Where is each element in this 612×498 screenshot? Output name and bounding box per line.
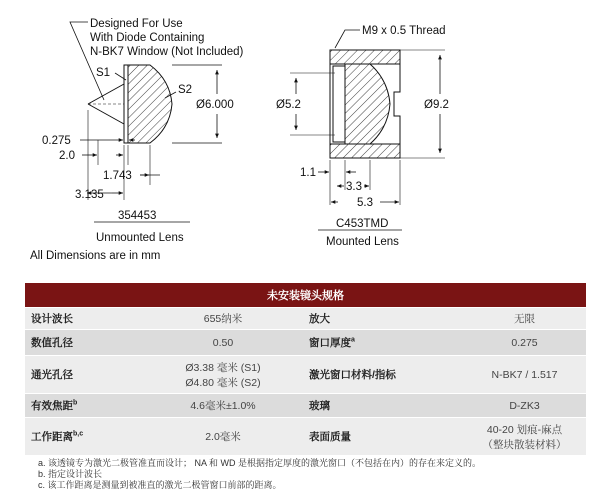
- cell-value: 无限: [463, 308, 586, 330]
- cell-value: D-ZK3: [463, 394, 586, 418]
- table-row: [25, 330, 586, 356]
- dim-2-0: 2.0: [59, 150, 75, 162]
- cell-value: 0.50: [143, 330, 303, 356]
- cell-value: 2.0毫米: [143, 418, 303, 456]
- cell-label: 通光孔径: [25, 356, 143, 394]
- cell-value: Ø3.38 毫米 (S1) Ø4.80 毫米 (S2): [143, 356, 303, 394]
- mounted-caption: Mounted Lens: [326, 236, 399, 248]
- dim-5-3: 5.3: [357, 197, 373, 209]
- cell-label: 放大: [303, 308, 463, 330]
- note-line-3: N-BK7 Window (Not Included): [90, 46, 244, 58]
- cell-value: 4.6毫米±1.0%: [143, 394, 303, 418]
- cell-label: 表面质量: [303, 418, 463, 456]
- cell-label: 玻璃: [303, 394, 463, 418]
- s1-label: S1: [96, 67, 111, 79]
- footnote-c: c. 该工作距离是测量到被准直的激光二极管窗口前部的距离。: [38, 480, 282, 490]
- spec-table: [25, 283, 586, 456]
- units-note: All Dimensions are in mm: [30, 250, 161, 262]
- cell-value: 40-20 划痕-麻点 （整块散装材料）: [463, 418, 586, 456]
- cell-label: 窗口厚度$^a$: [303, 330, 463, 356]
- spec-table-title: 未安装镜头规格: [25, 283, 586, 308]
- cell-value: 0.275: [463, 330, 586, 356]
- unmounted-caption: Unmounted Lens: [96, 232, 184, 244]
- table-row: [25, 356, 586, 394]
- dim-0275: 0.275: [42, 135, 71, 147]
- unmounted-lens-body: [124, 65, 172, 143]
- part-354453: 354453: [118, 210, 157, 222]
- cell-label: 数值孔径: [25, 330, 143, 356]
- table-row: [25, 308, 586, 330]
- dim-3-3: 3.3: [346, 181, 362, 193]
- dim-1743: 1.743: [103, 170, 132, 182]
- note-line-2: With Diode Containing: [90, 32, 205, 44]
- mounted-lens-drawing: [276, 25, 449, 248]
- s2-label: S2: [178, 84, 193, 96]
- cell-value: N-BK7 / 1.517: [463, 356, 586, 394]
- footnote-a: a. 该透镜专为激光二极管准直而设计； NA 和 WD 是根据指定厚度的激光窗口（不包括在内）的存在来定义的。: [38, 458, 482, 468]
- dia-9-2-label: Ø9.2: [424, 99, 449, 111]
- diameter-label: Ø6.000: [196, 99, 234, 111]
- cell-label: 激光窗口材料/指标: [303, 356, 463, 394]
- part-c453tmd: C453TMD: [336, 218, 389, 230]
- cell-label: 有效焦距$^b$: [25, 394, 143, 418]
- cell-label: 工作距离$^{b,c}$: [25, 418, 143, 456]
- footnote-b: b. 指定设计波长: [38, 469, 103, 479]
- note-line-1: Designed For Use: [90, 18, 183, 30]
- thread-label: M9 x 0.5 Thread: [362, 25, 446, 37]
- dia-5-2-label: Ø5.2: [276, 99, 301, 111]
- unmounted-lens-drawing: [42, 18, 244, 244]
- dim-1-1: 1.1: [300, 167, 316, 179]
- dim-3135: 3.135: [75, 189, 104, 201]
- cell-label: 设计波长: [25, 308, 143, 330]
- table-row: [25, 418, 586, 456]
- table-row: [25, 394, 586, 418]
- cell-value: 655纳米: [143, 308, 303, 330]
